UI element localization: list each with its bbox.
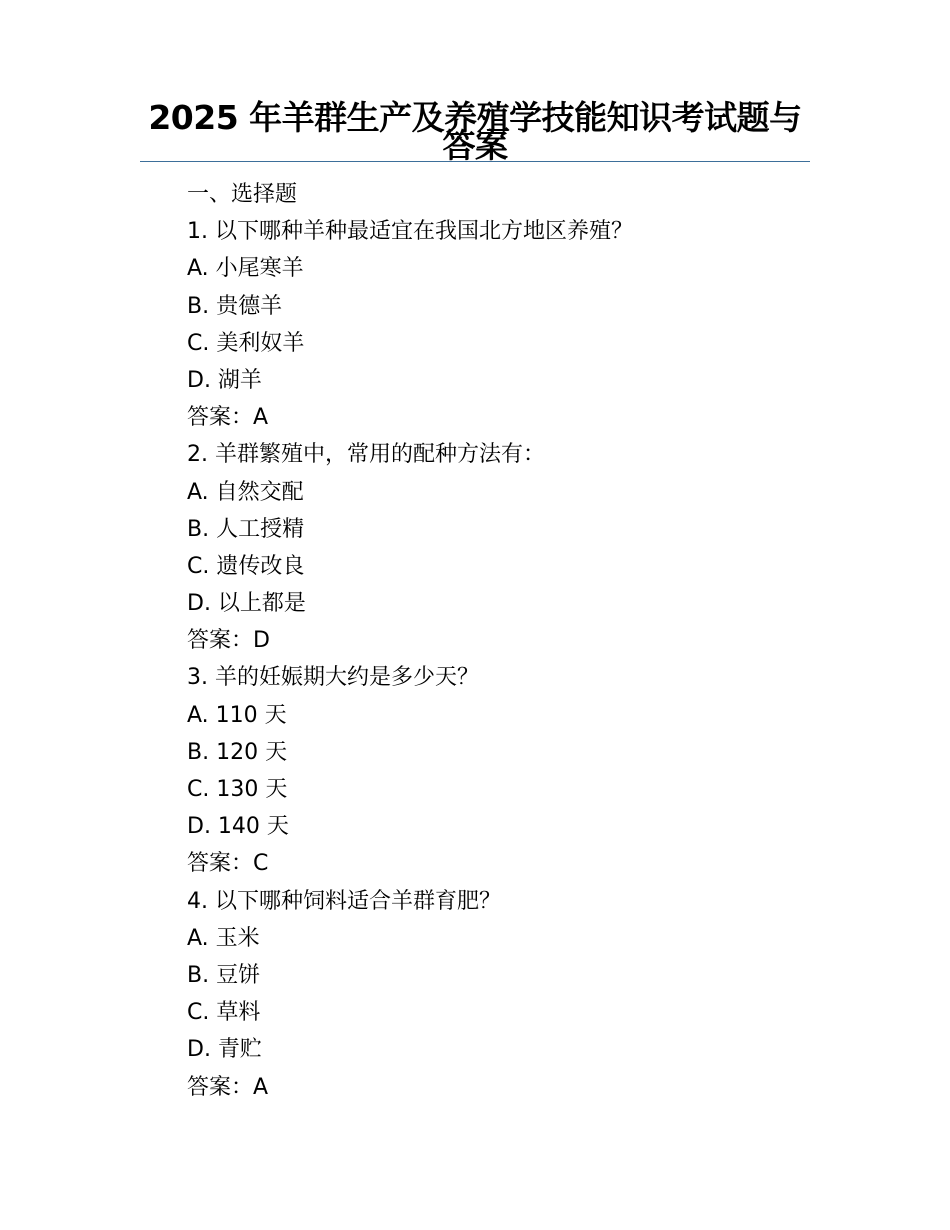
question-2-answer: 答案：D	[187, 628, 270, 654]
question-1-option-c: C. 美利奴羊	[187, 330, 305, 356]
question-1-option-d: D. 湖羊	[187, 367, 262, 393]
question-2-option-d: D. 以上都是	[187, 591, 306, 617]
question-4-option-d: D. 青贮	[187, 1037, 262, 1063]
question-1-answer: 答案：A	[187, 405, 269, 431]
question-1: 1. 以下哪种羊种最适宜在我国北方地区养殖？	[187, 219, 633, 245]
question-2-option-b: B. 人工授精	[187, 516, 305, 542]
question-4-option-a: A. 玉米	[187, 925, 260, 951]
question-3-option-a: A. 110 天	[187, 702, 287, 728]
question-3: 3. 羊的妊娠期大约是多少天？	[187, 665, 479, 691]
title-underline-rule	[140, 161, 810, 162]
document-title: 2025 年羊群生产及养殖学技能知识考试题与答案	[148, 98, 802, 165]
question-4-answer: 答案：A	[187, 1074, 269, 1100]
question-2-option-a: A. 自然交配	[187, 479, 304, 505]
question-2: 2. 羊群繁殖中，常用的配种方法有：	[187, 442, 545, 468]
question-3-answer: 答案：C	[187, 851, 269, 877]
question-1-option-b: B. 贵德羊	[187, 293, 283, 319]
question-2-option-c: C. 遗传改良	[187, 553, 305, 579]
question-3-option-b: B. 120 天	[187, 739, 288, 765]
question-3-option-c: C. 130 天	[187, 777, 288, 802]
question-4-option-c: C. 草料	[187, 1000, 261, 1026]
question-1-option-a: A. 小尾寒羊	[187, 256, 304, 282]
section-heading: 一、选择题	[187, 182, 298, 207]
question-3-option-d: D. 140 天	[187, 814, 289, 840]
question-list	[187, 176, 807, 1106]
question-4: 4. 以下哪种饲料适合羊群育肥？	[187, 888, 501, 914]
question-4-option-b: B. 豆饼	[187, 962, 261, 988]
